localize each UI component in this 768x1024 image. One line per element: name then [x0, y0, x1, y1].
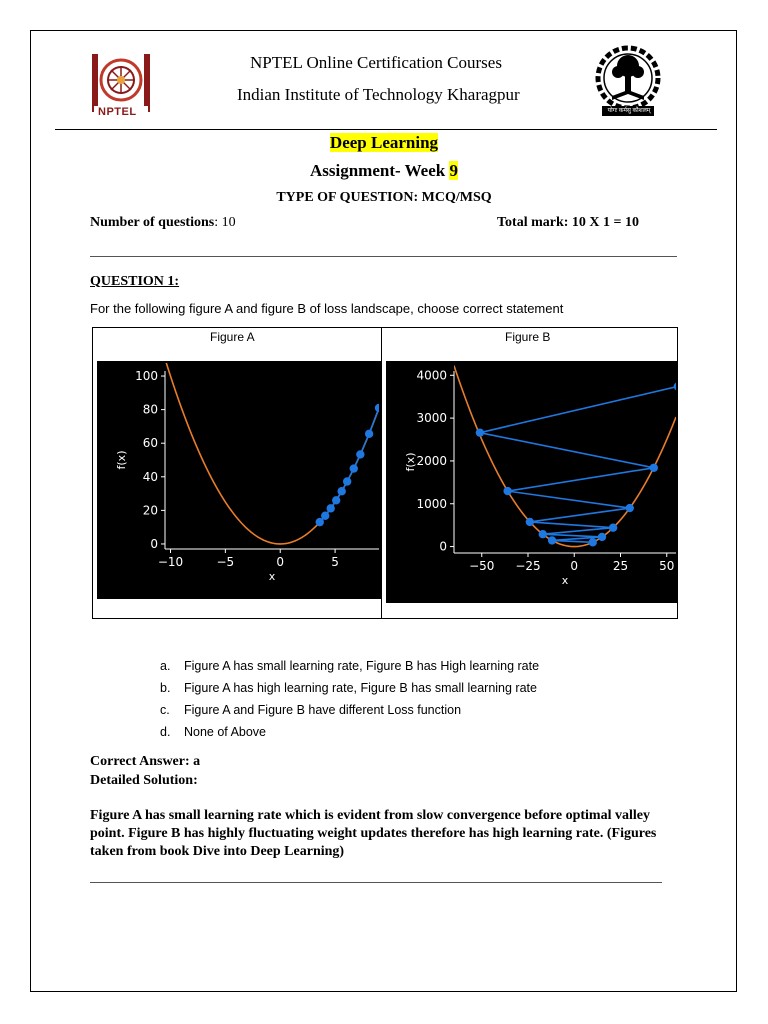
iterate-point [476, 428, 484, 436]
x-axis-label: x [561, 574, 569, 587]
iterate-point [598, 533, 606, 541]
option-letter: d. [160, 725, 171, 739]
iterate-point [503, 487, 511, 495]
meta-rule [90, 256, 677, 257]
iterate-point [650, 464, 658, 472]
iterate-point [337, 487, 345, 495]
figure-a-caption: Figure A [210, 330, 255, 344]
x-tick-label: 0 [276, 555, 285, 569]
iit-kharagpur-logo [592, 42, 664, 122]
iterate-point [350, 464, 358, 472]
figure-a-chart [97, 361, 381, 599]
course-title [0, 133, 768, 153]
iterate-point [589, 538, 597, 546]
number-of-questions [90, 215, 236, 231]
solution-label: Detailed Solution: [90, 773, 198, 788]
y-tick-label: 60 [142, 436, 158, 451]
iterate-point [332, 496, 340, 504]
total-mark: Total mark: 10 X 1 = 10 [497, 215, 640, 230]
y-tick-label: 0 [439, 539, 447, 554]
assignment-week: 9 [449, 161, 458, 180]
option-text: None of Above [184, 725, 267, 739]
iterate-point [316, 518, 324, 526]
nptel-logo [90, 52, 152, 122]
x-tick-label: 0 [570, 559, 579, 573]
iterate-point [539, 530, 547, 538]
header-line-2: Indian Institute of Technology Kharagpur [237, 85, 520, 104]
y-tick-label: 20 [142, 503, 158, 518]
iterate-point [321, 512, 329, 520]
question-text: For the following figure A and figure B of loss landscape, choose correct statement [90, 301, 564, 316]
option-c [160, 699, 539, 721]
option-b [160, 677, 539, 699]
y-tick-label: 80 [142, 402, 158, 417]
option-text: Figure A has small learning rate, Figure B has High learning rate [184, 659, 540, 673]
option-text: Figure A and Figure B have different Loss function [184, 703, 462, 717]
figure-b-caption: Figure B [505, 330, 551, 344]
iterate-point [526, 518, 534, 526]
option-text: Figure A has high learning rate, Figure B has small learning rate [184, 681, 537, 695]
iterate-point [327, 504, 335, 512]
iterate-point [548, 536, 556, 544]
x-tick-label: −10 [157, 555, 184, 569]
assignment-title [0, 161, 768, 181]
y-tick-label: 2000 [416, 453, 447, 468]
assignment-prefix: Assignment- Week [310, 161, 450, 180]
nptel-logo-text: NPTEL [98, 106, 137, 118]
figure-b-chart [386, 361, 678, 603]
question-heading: QUESTION 1: [90, 274, 180, 289]
y-tick-label: 100 [135, 369, 158, 384]
header-line-1: NPTEL Online Certification Courses [250, 53, 502, 72]
option-d [160, 721, 539, 743]
answer-options [160, 655, 539, 743]
y-axis-label: f(x) [404, 452, 417, 472]
y-tick-label: 0 [150, 536, 158, 551]
x-tick-label: 5 [331, 555, 339, 569]
y-tick-label: 1000 [416, 496, 447, 511]
iterate-point [609, 523, 617, 531]
x-tick-label: 25 [612, 559, 629, 573]
number-of-questions-label: Number of questions [90, 215, 215, 230]
x-tick-label: −25 [515, 559, 541, 573]
x-axis-label: x [268, 570, 276, 583]
course-title-text: Deep Learning [329, 133, 439, 152]
x-tick-label: −5 [216, 555, 235, 569]
header-rule [55, 129, 717, 130]
y-axis-label: f(x) [115, 450, 128, 470]
x-tick-label: −50 [469, 559, 495, 573]
figure-table-divider [381, 327, 382, 619]
solution-text: Figure A has small learning rate which is evident from slow convergence before optimal valley point. Figure B has highly fluctuating weight updates therefore has high learning rate. (Figures taken from book Dive into Deep Learning) [90, 808, 657, 859]
option-a [160, 655, 539, 677]
iterate-point [356, 450, 364, 458]
iterate-point [343, 477, 351, 485]
y-tick-label: 4000 [416, 368, 447, 383]
x-tick-label: 50 [659, 559, 675, 573]
option-letter: a. [160, 659, 171, 673]
iit-logo-motto: योगः कर्मसु कौशलम् [607, 108, 651, 114]
footer-rule [90, 882, 662, 883]
option-letter: c. [160, 703, 170, 717]
iterate-point [365, 430, 373, 438]
correct-answer: Correct Answer: a [90, 754, 201, 769]
option-letter: b. [160, 681, 171, 695]
y-tick-label: 3000 [416, 411, 447, 426]
number-of-questions-value: : 10 [214, 215, 236, 230]
iterate-point [626, 504, 634, 512]
question-type: TYPE OF QUESTION: MCQ/MSQ [276, 190, 492, 205]
y-tick-label: 40 [142, 469, 158, 484]
